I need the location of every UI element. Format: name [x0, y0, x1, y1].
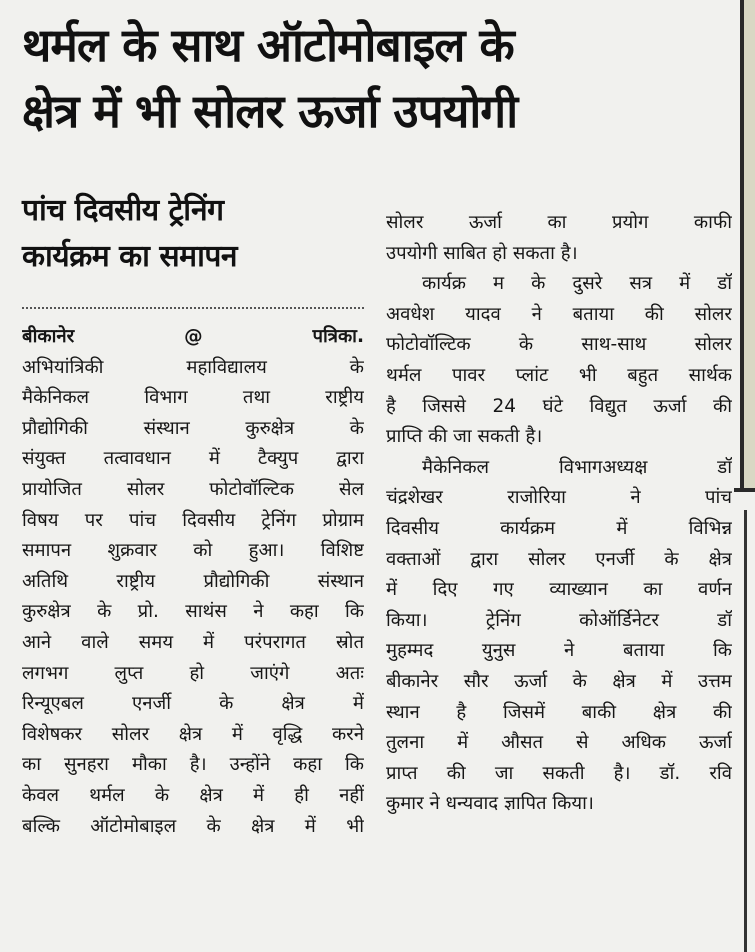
- text-line: कुमार ने धन्यवाद ज्ञापित किया।: [386, 793, 594, 815]
- headline: [22, 12, 732, 144]
- text-line: समापन शुक्रवार को हुआ। विशिष्ट: [22, 540, 364, 562]
- text-line: चंद्रशेखर राजोरिया ने पांच: [386, 487, 732, 509]
- text-line: बीकानेर सौर ऊर्जा के क्षेत्र में उत्तम: [386, 670, 732, 692]
- text-line: वक्ताओं द्वारा सोलर एनर्जी के क्षेत्र: [386, 548, 732, 570]
- text-line: थर्मल पावर प्लांट भी बहुत सार्थक: [386, 364, 732, 386]
- text-line: अतिथि राष्ट्रीय प्रौद्योगिकी संस्थान: [22, 570, 364, 592]
- text-line: सोलर ऊर्जा का प्रयोग काफी: [386, 212, 732, 233]
- text-line: रिन्यूएबल एनर्जी के क्षेत्र में: [22, 693, 364, 715]
- text-line: मुहम्मद युनुस ने बताया कि: [386, 640, 732, 662]
- dateline-place: बीकानेर: [22, 326, 75, 347]
- text-line: मैकेनिकल विभागअध्यक्ष डॉ: [422, 456, 732, 478]
- adjacent-article-edge: [744, 0, 755, 488]
- text-line: अवधेश यादव ने बताया की सोलर: [386, 303, 732, 325]
- text-line: में दिए गए व्याख्यान का वर्णन: [386, 579, 732, 601]
- right-column-body: [386, 208, 732, 820]
- text-line: कुरुक्षेत्र के प्रो. साथंस ने कहा कि: [22, 601, 364, 623]
- text-line: केवल थर्मल के क्षेत्र में ही नहीं: [22, 784, 364, 806]
- text-line: मैकेनिकल विभाग तथा राष्ट्रीय: [22, 387, 364, 409]
- headline-line: क्षेत्र में भी सोलर ऊर्जा उपयोगी: [22, 84, 518, 138]
- text-line: का सुनहरा मौका है। उन्होंने कहा कि: [22, 754, 364, 776]
- paragraph: [386, 269, 732, 453]
- paragraph: [386, 453, 732, 820]
- dotted-separator: [22, 307, 364, 309]
- text-line: अभियांत्रिकी महाविद्यालय के: [22, 356, 364, 378]
- right-column: [386, 208, 732, 820]
- text-line: प्रायोजित सोलर फोटोवॉल्टिक सेल: [22, 478, 364, 500]
- column-rule-lower: [744, 510, 747, 952]
- text-line: प्रौद्योगिकी संस्थान कुरुक्षेत्र के: [22, 417, 364, 439]
- text-line: है जिससे 24 घंटे विद्युत ऊर्जा की: [386, 395, 732, 417]
- text-line: प्राप्ति की जा सकती है।: [386, 426, 543, 448]
- left-column-body: [22, 353, 364, 843]
- text-line: आने वाले समय में परंपरागत स्रोत: [22, 631, 364, 653]
- dateline: [22, 322, 364, 353]
- subheadline-line: कार्यक्रम का समापन: [22, 239, 238, 274]
- text-line: विषय पर पांच दिवसीय ट्रेनिंग प्रोग्राम: [22, 509, 364, 531]
- text-line: दिवसीय कार्यक्रम में विभिन्न: [386, 517, 732, 539]
- dateline-source: पत्रिका.: [312, 326, 364, 347]
- subheadline-line: पांच दिवसीय ट्रेनिंग: [22, 193, 224, 228]
- dateline-at: @: [184, 326, 203, 347]
- text-line: बल्कि ऑटोमोबाइल के क्षेत्र में भी: [22, 815, 364, 837]
- text-line: किया। ट्रेनिंग कोऑर्डिनेटर डॉ: [386, 609, 732, 631]
- text-line: फोटोवॉल्टिक के साथ-साथ सोलर: [386, 334, 732, 356]
- headline-line: थर्मल के साथ ऑटोमोबाइल के: [22, 18, 514, 72]
- text-line: लगभग लुप्त हो जाएंगे अतः: [22, 662, 364, 684]
- text-line: स्थान है जिसमें बाकी क्षेत्र की: [386, 701, 732, 723]
- text-line: उपयोगी साबित हो सकता है।: [386, 242, 578, 264]
- left-column: [22, 322, 364, 842]
- text-line: तुलना में औसत से अधिक ऊर्जा: [386, 732, 732, 754]
- text-line: कार्यक्र म के दुसरे सत्र में डॉ: [422, 273, 732, 295]
- subheadline: [22, 188, 374, 280]
- text-line: प्राप्त की जा सकती है। डॉ. रवि: [386, 762, 732, 784]
- paragraph: [386, 208, 732, 269]
- text-line: विशेषकर सोलर क्षेत्र में वृद्धि करने: [22, 723, 364, 745]
- column-rule-corner: [734, 488, 755, 492]
- text-line: संयुक्त तत्वावधान में टैक्युप द्वारा: [22, 448, 364, 470]
